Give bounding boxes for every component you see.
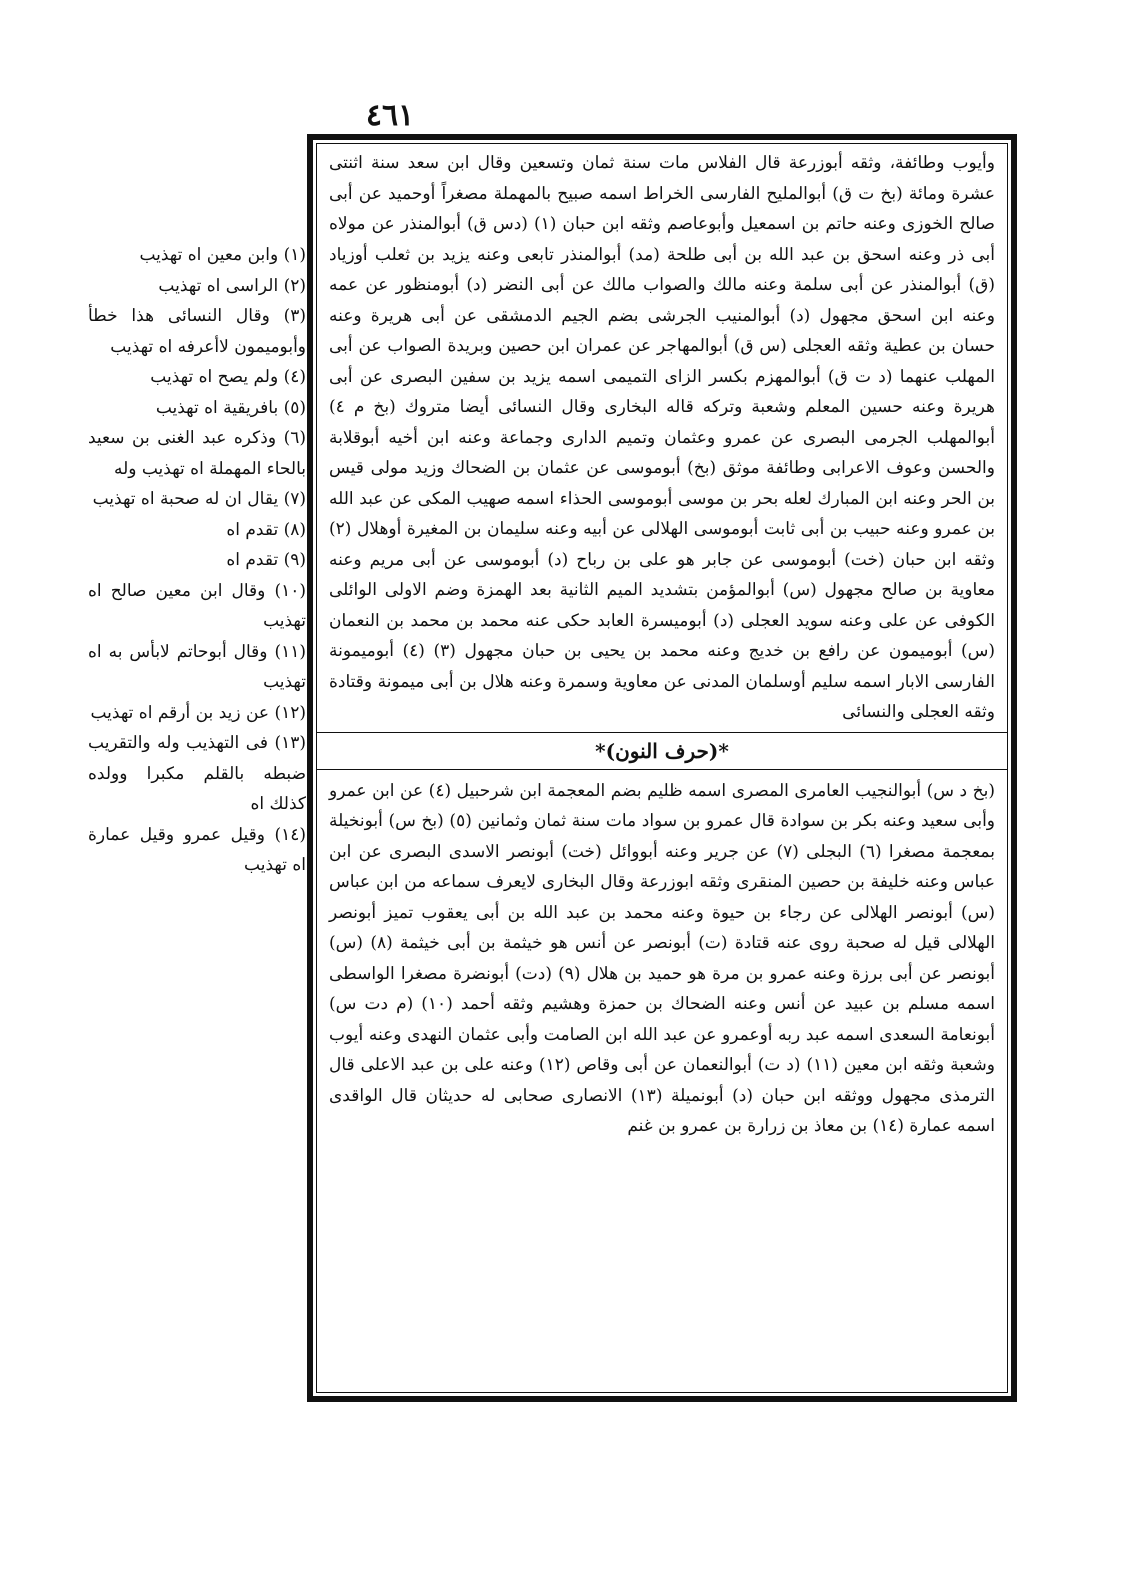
page-number: ٤٦١: [365, 98, 415, 133]
page-frame: [307, 134, 1017, 1402]
margin-note: (٣) وقال النسائى هذا خطأ وأبوميمون لاأعرفه اه تهذيب: [88, 306, 306, 357]
main-text-block: [317, 144, 1007, 728]
margin-note: (٧) يقال ان له صحبة اه تهذيب: [92, 489, 306, 509]
margin-note: (١) وابن معين اه تهذيب: [139, 245, 306, 265]
margin-notes: [88, 240, 306, 881]
margin-note: (٤) ولم يصح اه تهذيب: [150, 367, 306, 387]
margin-note: (٦) وذكره عبد الغنى بن سعيد بالحاء المهملة اه تهذيب وله: [88, 428, 306, 479]
section-heading: *(حرف النون)*: [317, 732, 1007, 770]
margin-note: (١١) وقال أبوحاتم لابأس به اه تهذيب: [88, 641, 306, 692]
second-text-block: [317, 770, 1007, 1142]
margin-note: (١٢) عن زيد بن أرقم اه تهذيب: [90, 702, 306, 723]
margin-note: (٥) بافريقية اه تهذيب: [155, 397, 306, 418]
margin-note: (٩) تقدم اه: [226, 550, 306, 570]
page-frame-inner: [316, 143, 1008, 1393]
margin-note: (١٣) فى التهذيب وله والتقريب ضبطه بالقلم مكبرا وولده كذلك اه: [88, 733, 306, 814]
margin-note: (١٠) وقال ابن معين صالح اه تهذيب: [88, 580, 306, 631]
second-paragraph: (بخ د س) أبوالنجيب العامرى المصرى اسمه ظليم بضم المعجمة ابن شرحبيل (٤) عن ابن عمرو وأبى سعيد وعنه بكر بن سوادة قال عمرو بن سواد مات سنة ثمان وثمانين (٥) (بخ س) أبونخيلة بمعجمة مصغرا (٦) البجلى (٧) عن جرير وعنه أبووائل (خت) أبونصر الاسدى البصرى عن ابن عباس وعنه خليفة بن حصين المنقرى وثقه ابوزرعة وقال البخارى لايعرف سماعه من ابن عباس (س) أبونصر الهلالى عن رجاء بن حيوة وعنه محمد بن عبد الله بن أبى يعقوب تميز أبونصر الهلالى قيل له صحبة روى عنه قتادة (ت) أبونصر عن أنس هو خيثمة بن أبى خيثمة (٨) (س) أبونصر عن أبى برزة وعنه عمرو بن مرة هو حميد بن هلال (٩) (دت) أبونضرة مصغرا الواسطى اسمه مسلم بن عبيد عن أنس وعنه الضحاك بن حمزة وهشيم وثقه أحمد (١٠) (م دت س) أبونعامة السعدى اسمه عبد ربه أوعمرو عن عبد الله ابن الصامت وأبى عثمان النهدى وعنه أيوب وشعبة وثقه ابن معين (١١) (د ت) أبوالنعمان عن أبى وقاص (١٢) وعنه على بن عبد الاعلى قال الترمذى مجهول ووثقه ابن حبان (د) أبونميلة (١٣) الانصارى صحابى له حديثان قال الواقدى اسمه عمارة (١٤) بن معاذ بن زرارة بن عمرو بن غنم: [329, 780, 996, 1136]
main-paragraph: وأيوب وطائفة، وثقه أبوزرعة قال الفلاس مات سنة ثمان وتسعين وقال ابن سعد سنة اثنتى عشرة ومائة (بخ ت ق) أبوالمليح الفارسى الخراط اسمه صبيح بالمهملة مصغراً أوحميد عن أبى صالح الخوزى وعنه حاتم بن اسمعيل وأبوعاصم وثقه ابن حبان (١) (دس ق) أبوالمنذر عن مولاه أبى ذر وعنه اسحق بن عبد الله بن أبى طلحة (مد) أبوالمنذر تابعى وعنه يزيد بن ثعلب أوزياد (ق) أبوالمنذر عن أبى سلمة وعنه مالك والصواب مالك عن أبى النضر (د) أبومنظور عن عمه وعنه ابن اسحق مجهول (د) أبوالمنيب الجرشى بضم الجيم الدمشقى عن أبى هريرة وعنه حسان بن عطية وثقه العجلى (س ق) أبوالمهاجر عن عمران ابن حصين وبريدة الصواب عن أبى المهلب عنهما (د ت ق) أبوالمهزم بكسر الزاى التميمى اسمه يزيد بن سفين البصرى عن أبى هريرة وعنه حسين المعلم وشعبة وتركه قاله البخارى وقال النسائى أيضا متروك (بخ م ٤) أبوالمهلب الجرمى البصرى عن عمرو وعثمان وتميم الدارى وجماعة وعنه ابن أخيه أبوقلابة والحسن وعوف الاعرابى وطائفة موثق (بخ) أبوموسى عن عثمان بن الضحاك وزيد مولى قيس بن الحر وعنه ابن المبارك لعله بحر بن موسى أبوموسى الحذاء اسمه صهيب المكى عن عبد الله بن عمرو وعنه حبيب بن أبى ثابت أبوموسى الهلالى عن أبيه وعنه سليمان بن المغيرة أوهلال (٢) وثقه ابن حبان (خت) أبوموسى عن جابر هو على بن رباح (د) أبوموسى عن أبى مريم وعنه معاوية بن صالح مجهول (س) أبوالمؤمن بتشديد الميم الثانية بعد الهمزة وضم الاولى الوائلى الكوفى عن على وعنه سويد العجلى (د) أبوميسرة العابد حكى عنه محمد بن محمد بن النعمان (س) أبوميمون عن رافع بن خديج وعنه محمد بن يحيى بن حبان مجهول (٣) (٤) أبوميمونة الفارسى الابار اسمه سليم أوسلمان المدنى عن معاوية وسمرة وعنه هلال بن أبى ميمونة وقتادة وثقه العجلى والنسائى: [329, 153, 996, 722]
margin-note: (٨) تقدم اه: [226, 519, 306, 540]
margin-note: (٢) الراسى اه تهذيب: [158, 275, 306, 296]
margin-note: (١٤) وقيل عمرو وقيل عمارة اه تهذيب: [88, 824, 306, 875]
